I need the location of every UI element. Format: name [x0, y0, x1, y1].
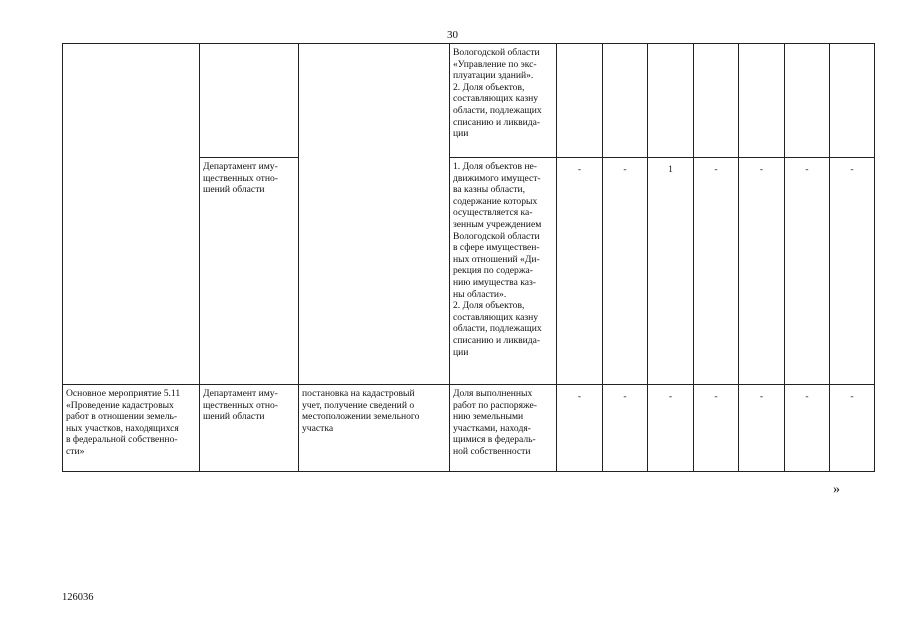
row2-value-cell: 1 — [648, 158, 694, 385]
row1-value-cell — [785, 44, 830, 158]
row1-value-cell — [648, 44, 694, 158]
row2-value-cell: - — [557, 158, 603, 385]
row1-value-cell — [830, 44, 875, 158]
table-row — [63, 385, 875, 472]
row3-value-cell: - — [603, 385, 648, 472]
row2-value-cell: - — [739, 158, 785, 385]
row1-indicator-cell: Вологодской области «Управление по экс- плуатации зданий». 2. Доля объектов, составляющих казну области, подлежащих списанию и ликвида- ции — [450, 44, 557, 158]
row3-value-cell: - — [557, 385, 603, 472]
row3-value-cell: - — [694, 385, 739, 472]
row3-indicator-cell: Доля выполненных работ по распоряже- нию земельными участками, находя- щимися в федераль- ной собственности — [450, 385, 557, 472]
row3-value-cell: - — [830, 385, 875, 472]
page-number: 30 — [447, 29, 458, 41]
row1-result-cell — [299, 44, 450, 385]
program-table — [62, 43, 875, 472]
row1-executor-cell — [200, 44, 299, 158]
document-code: 126036 — [62, 592, 94, 603]
row1-event-cell — [63, 44, 200, 385]
row2-value-cell: - — [694, 158, 739, 385]
closing-quote-mark: » — [833, 482, 840, 497]
row3-value-cell: - — [648, 385, 694, 472]
row3-event-cell: Основное мероприятие 5.11 «Проведение кадастровых работ в отношении земель- ных участков, находящихся в федеральной собственно- сти» — [63, 385, 200, 472]
row3-result-cell: постановка на кадастровый учет, получение сведений о местоположении земельного участка — [299, 385, 450, 472]
table-row — [63, 44, 875, 158]
row2-value-cell: - — [603, 158, 648, 385]
row1-value-cell — [694, 44, 739, 158]
row2-value-cell: - — [830, 158, 875, 385]
row3-executor-cell: Департамент иму- щественных отно- шений области — [200, 385, 299, 472]
row2-executor-cell: Департамент иму- щественных отно- шений области — [200, 158, 299, 385]
row3-value-cell: - — [785, 385, 830, 472]
row1-value-cell — [603, 44, 648, 158]
row2-indicator-cell: 1. Доля объектов не- движимого имущест- ва казны области, содержание которых осуществляется ка- зенным учреждением Вологодской области в сфере имуществен- ных отношений «Ди- рекция по содержа- нию имущества каз- ны области». 2. Доля объектов, составляющих казну области, подлежащих списанию и ликвида- ции — [450, 158, 557, 385]
row1-value-cell — [557, 44, 603, 158]
row1-value-cell — [739, 44, 785, 158]
row3-value-cell: - — [739, 385, 785, 472]
row2-value-cell: - — [785, 158, 830, 385]
